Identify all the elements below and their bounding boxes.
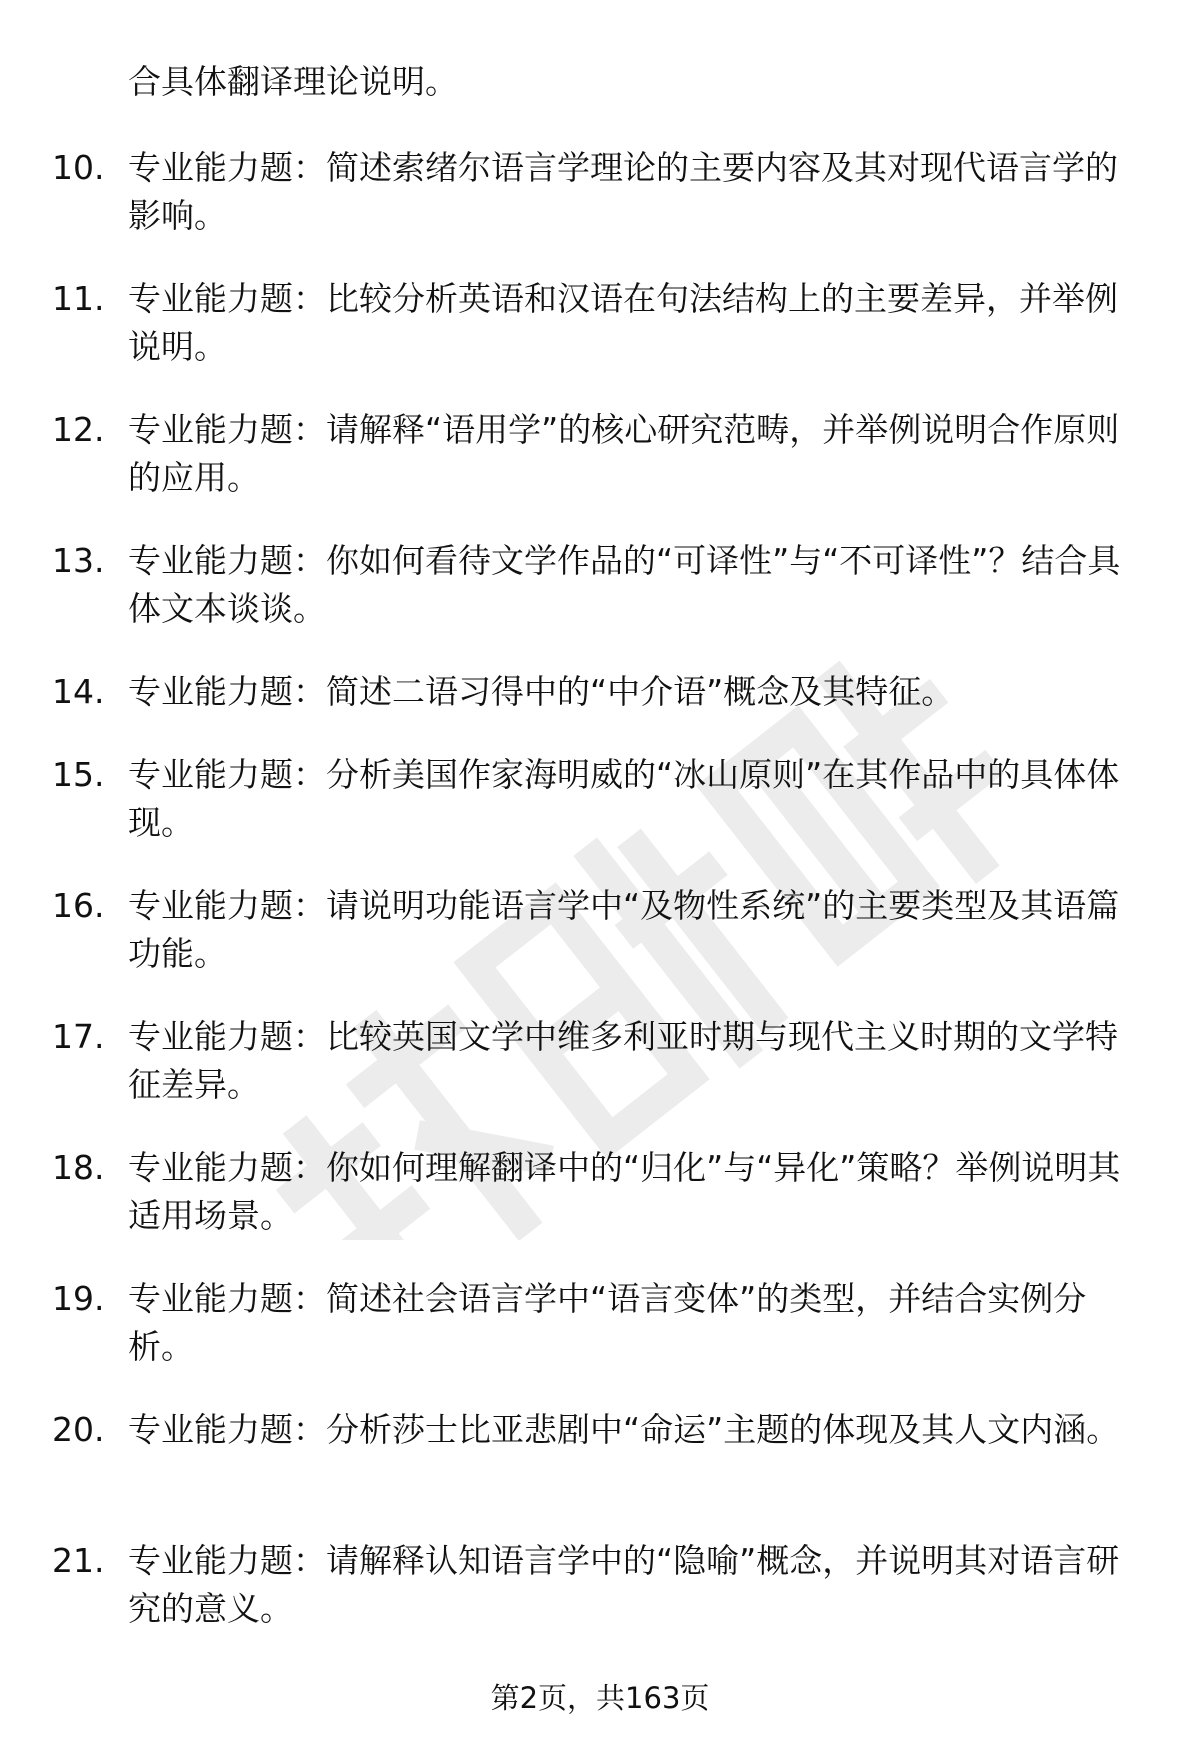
question-number: 12. [52, 410, 105, 449]
question-text: 专业能力题：分析莎士比亚悲剧中“命运”主题的体现及其人文内涵。 [128, 1410, 1120, 1449]
page-footer: 第2页，共163页 [490, 1681, 710, 1715]
question-number: 15. [52, 755, 105, 794]
continued-question-text: 合具体翻译理论说明。 [128, 62, 458, 101]
question-item [0, 668, 1200, 751]
question-text: 专业能力题：分析美国作家海明威的“冰山原则”在其作品中的具体体现。 [128, 755, 1120, 842]
question-text: 专业能力题：请说明功能语言学中“及物性系统”的主要类型及其语篇功能。 [128, 886, 1120, 973]
question-list [0, 144, 1200, 1668]
question-item [0, 275, 1200, 406]
question-item [0, 1406, 1200, 1537]
question-number: 11. [52, 279, 105, 318]
question-number: 16. [52, 886, 105, 925]
question-text: 专业能力题：简述社会语言学中“语言变体”的类型，并结合实例分析。 [128, 1279, 1087, 1366]
question-number: 20. [52, 1410, 105, 1449]
question-item [0, 406, 1200, 537]
question-text: 专业能力题：请解释认知语言学中的“隐喻”概念，并说明其对语言研究的意义。 [128, 1541, 1120, 1628]
question-number: 18. [52, 1148, 105, 1187]
question-number: 19. [52, 1279, 105, 1318]
question-number: 14. [52, 672, 105, 711]
question-number: 21. [52, 1541, 105, 1580]
question-item [0, 882, 1200, 1013]
question-number: 10. [52, 148, 105, 187]
question-text: 专业能力题：请解释“语用学”的核心研究范畴，并举例说明合作原则的应用。 [128, 410, 1120, 497]
question-item [0, 1537, 1200, 1668]
question-number: 17. [52, 1017, 105, 1056]
question-text: 专业能力题：简述二语习得中的“中介语”概念及其特征。 [128, 672, 955, 711]
question-number: 13. [52, 541, 105, 580]
question-item [0, 1013, 1200, 1144]
question-text: 专业能力题：你如何看待文学作品的“可译性”与“不可译性”？结合具体文本谈谈。 [128, 541, 1121, 628]
question-item [0, 537, 1200, 668]
question-text: 专业能力题：比较分析英语和汉语在句法结构上的主要差异，并举例说明。 [128, 279, 1118, 366]
question-item [0, 1144, 1200, 1275]
question-text: 专业能力题：你如何理解翻译中的“归化”与“异化”策略？举例说明其适用场景。 [128, 1148, 1121, 1235]
question-item [0, 751, 1200, 882]
question-text: 专业能力题：比较英国文学中维多利亚时期与现代主义时期的文学特征差异。 [128, 1017, 1118, 1104]
question-text: 专业能力题：简述索绪尔语言学理论的主要内容及其对现代语言学的影响。 [128, 148, 1118, 235]
question-item [0, 144, 1200, 275]
question-item [0, 1275, 1200, 1406]
